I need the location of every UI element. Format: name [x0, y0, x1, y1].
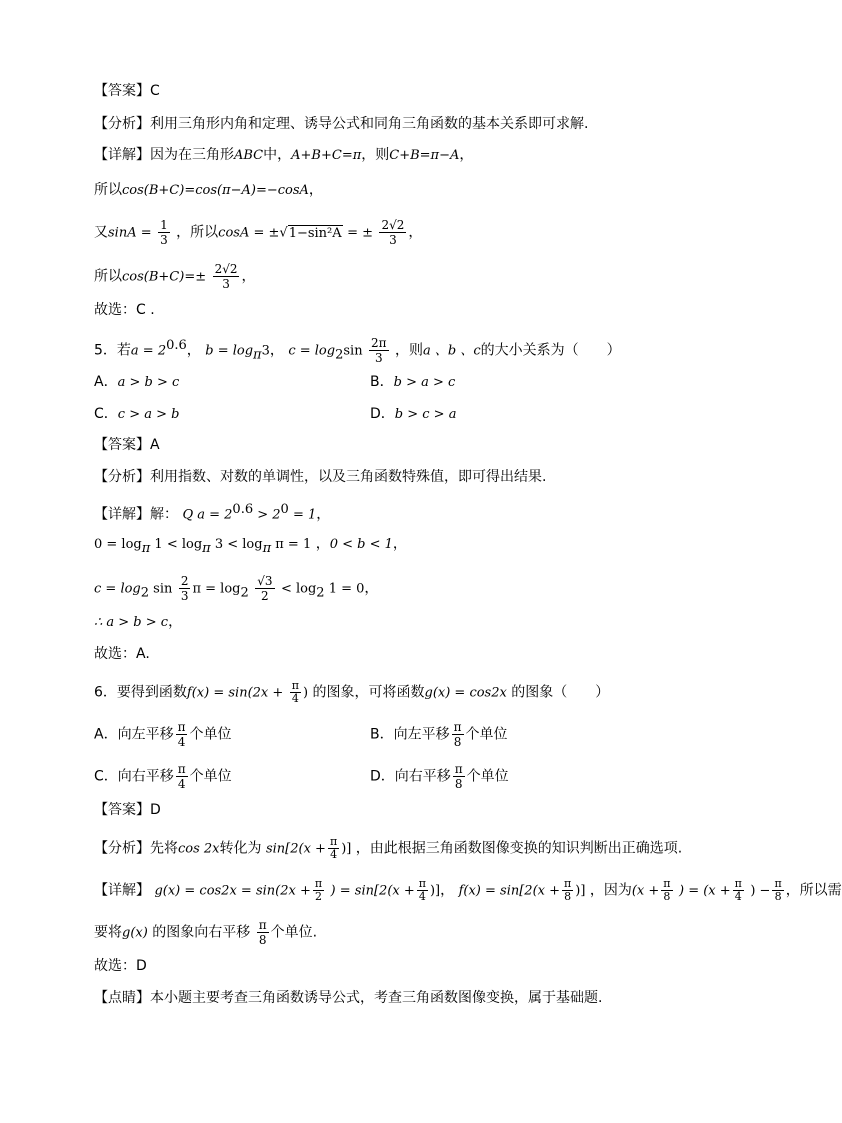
q6-detail-2: 要将g(x) 的图象向右平移 $\frac{\pi}{8}$ 个单位.: [94, 918, 318, 947]
q6-comment: 【点睛】本小题主要考查三角函数诱导公式，考查三角函数图像变换，属于基础题.: [94, 990, 603, 1006]
q5-step-c: $c = \log_2 \sin$ $\frac{2}{3}$ $\pi = \log_2$ $\frac{√3}{2}$ < $\log_2 1 = 0$，: [94, 574, 379, 603]
q4-step-cos: 所以cos(B+C)=cos(π−A)=−cosA，: [94, 182, 323, 198]
q5-stem: 5．若$a = 2^{0.6}$， $b = \log_\pi 3$， $c = \log_2\sin$ $\frac{2\pi}{3}$ ，则a 、b 、c的大小关系为（ ）: [94, 336, 621, 366]
q6-choose: 故选：D: [94, 958, 147, 974]
q6-option-c: C．向右平移 $\frac{\pi}{4}$ 个单位: [94, 762, 232, 791]
q5-option-b: B．b > a > c: [370, 374, 456, 390]
q4-answer: 【答案】C: [94, 83, 160, 99]
q6-option-b: B．向左平移 $\frac{\pi}{8}$ 个单位: [370, 720, 508, 749]
q6-stem: 6．要得到函数f(x) = sin(2x + $\frac{\pi}{4}$ ) 的图象，可将函数g(x) = cos2x 的图象（ ）: [94, 679, 610, 705]
q4-detail: 【详解】因为在三角形ABC中，A+B+C=π，则C+B=π−A，: [94, 147, 474, 163]
q6-option-a: A．向左平移 $\frac{\pi}{4}$ 个单位: [94, 720, 232, 749]
q5-choose: 故选：A.: [94, 646, 150, 662]
q5-analysis: 【分析】利用指数、对数的单调性，以及三角函数特殊值，即可得出结果.: [94, 469, 547, 485]
q6-answer: 【答案】D: [94, 802, 161, 818]
q5-option-c: C．c > a > b: [94, 406, 180, 422]
q5-detail: 【详解】解： Q $a = 2^{0.6} > 2^0 = 1$，: [94, 502, 331, 523]
q6-detail: 【详解】 g(x) = cos2x = sin(2x + $\frac{\pi}{2}$ ) = sin[2(x + $\frac{\pi}{4}$ )]， f(x) = sin[2(x + $\frac{\pi}{8}$ )] ，因为(x + $\frac{\pi}{8}$ ) = (x + $\frac{\pi}{4}$ ) − $\frac{\pi}{8}$ ，所以需: [94, 877, 842, 903]
q4-step-sin: 又sinA = $\frac{1}{3}$ ，所以cosA = ±√1−sin²A = ± $\frac{2√2}{3}$ ，: [94, 218, 423, 247]
q5-option-a: A．a > b > c: [94, 374, 180, 390]
q6-analysis: 【分析】先将cos 2x转化为 sin[2(x + $\frac{\pi}{4}$ )] ，由此根据三角函数图像变换的知识判断出正确选项.: [94, 835, 683, 861]
q4-analysis: 【分析】利用三角形内角和定理、诱导公式和同角三角函数的基本关系即可求解.: [94, 116, 589, 132]
q5-answer: 【答案】A: [94, 437, 160, 453]
q6-option-d: D．向右平移 $\frac{\pi}{8}$ 个单位: [370, 762, 509, 791]
q5-step-b: $0 = \log_\pi 1 < \log_\pi 3 < \log_\pi \pi = 1$ ，0 < b < 1，: [94, 536, 407, 556]
q5-option-d: D．b > c > a: [370, 406, 457, 422]
q4-step-final: 所以cos(B+C)=± $\frac{2√2}{3}$ ，: [94, 262, 256, 291]
q5-conclusion: ∴ a > b > c，: [94, 614, 183, 630]
q4-choose: 故选：C .: [94, 302, 155, 318]
